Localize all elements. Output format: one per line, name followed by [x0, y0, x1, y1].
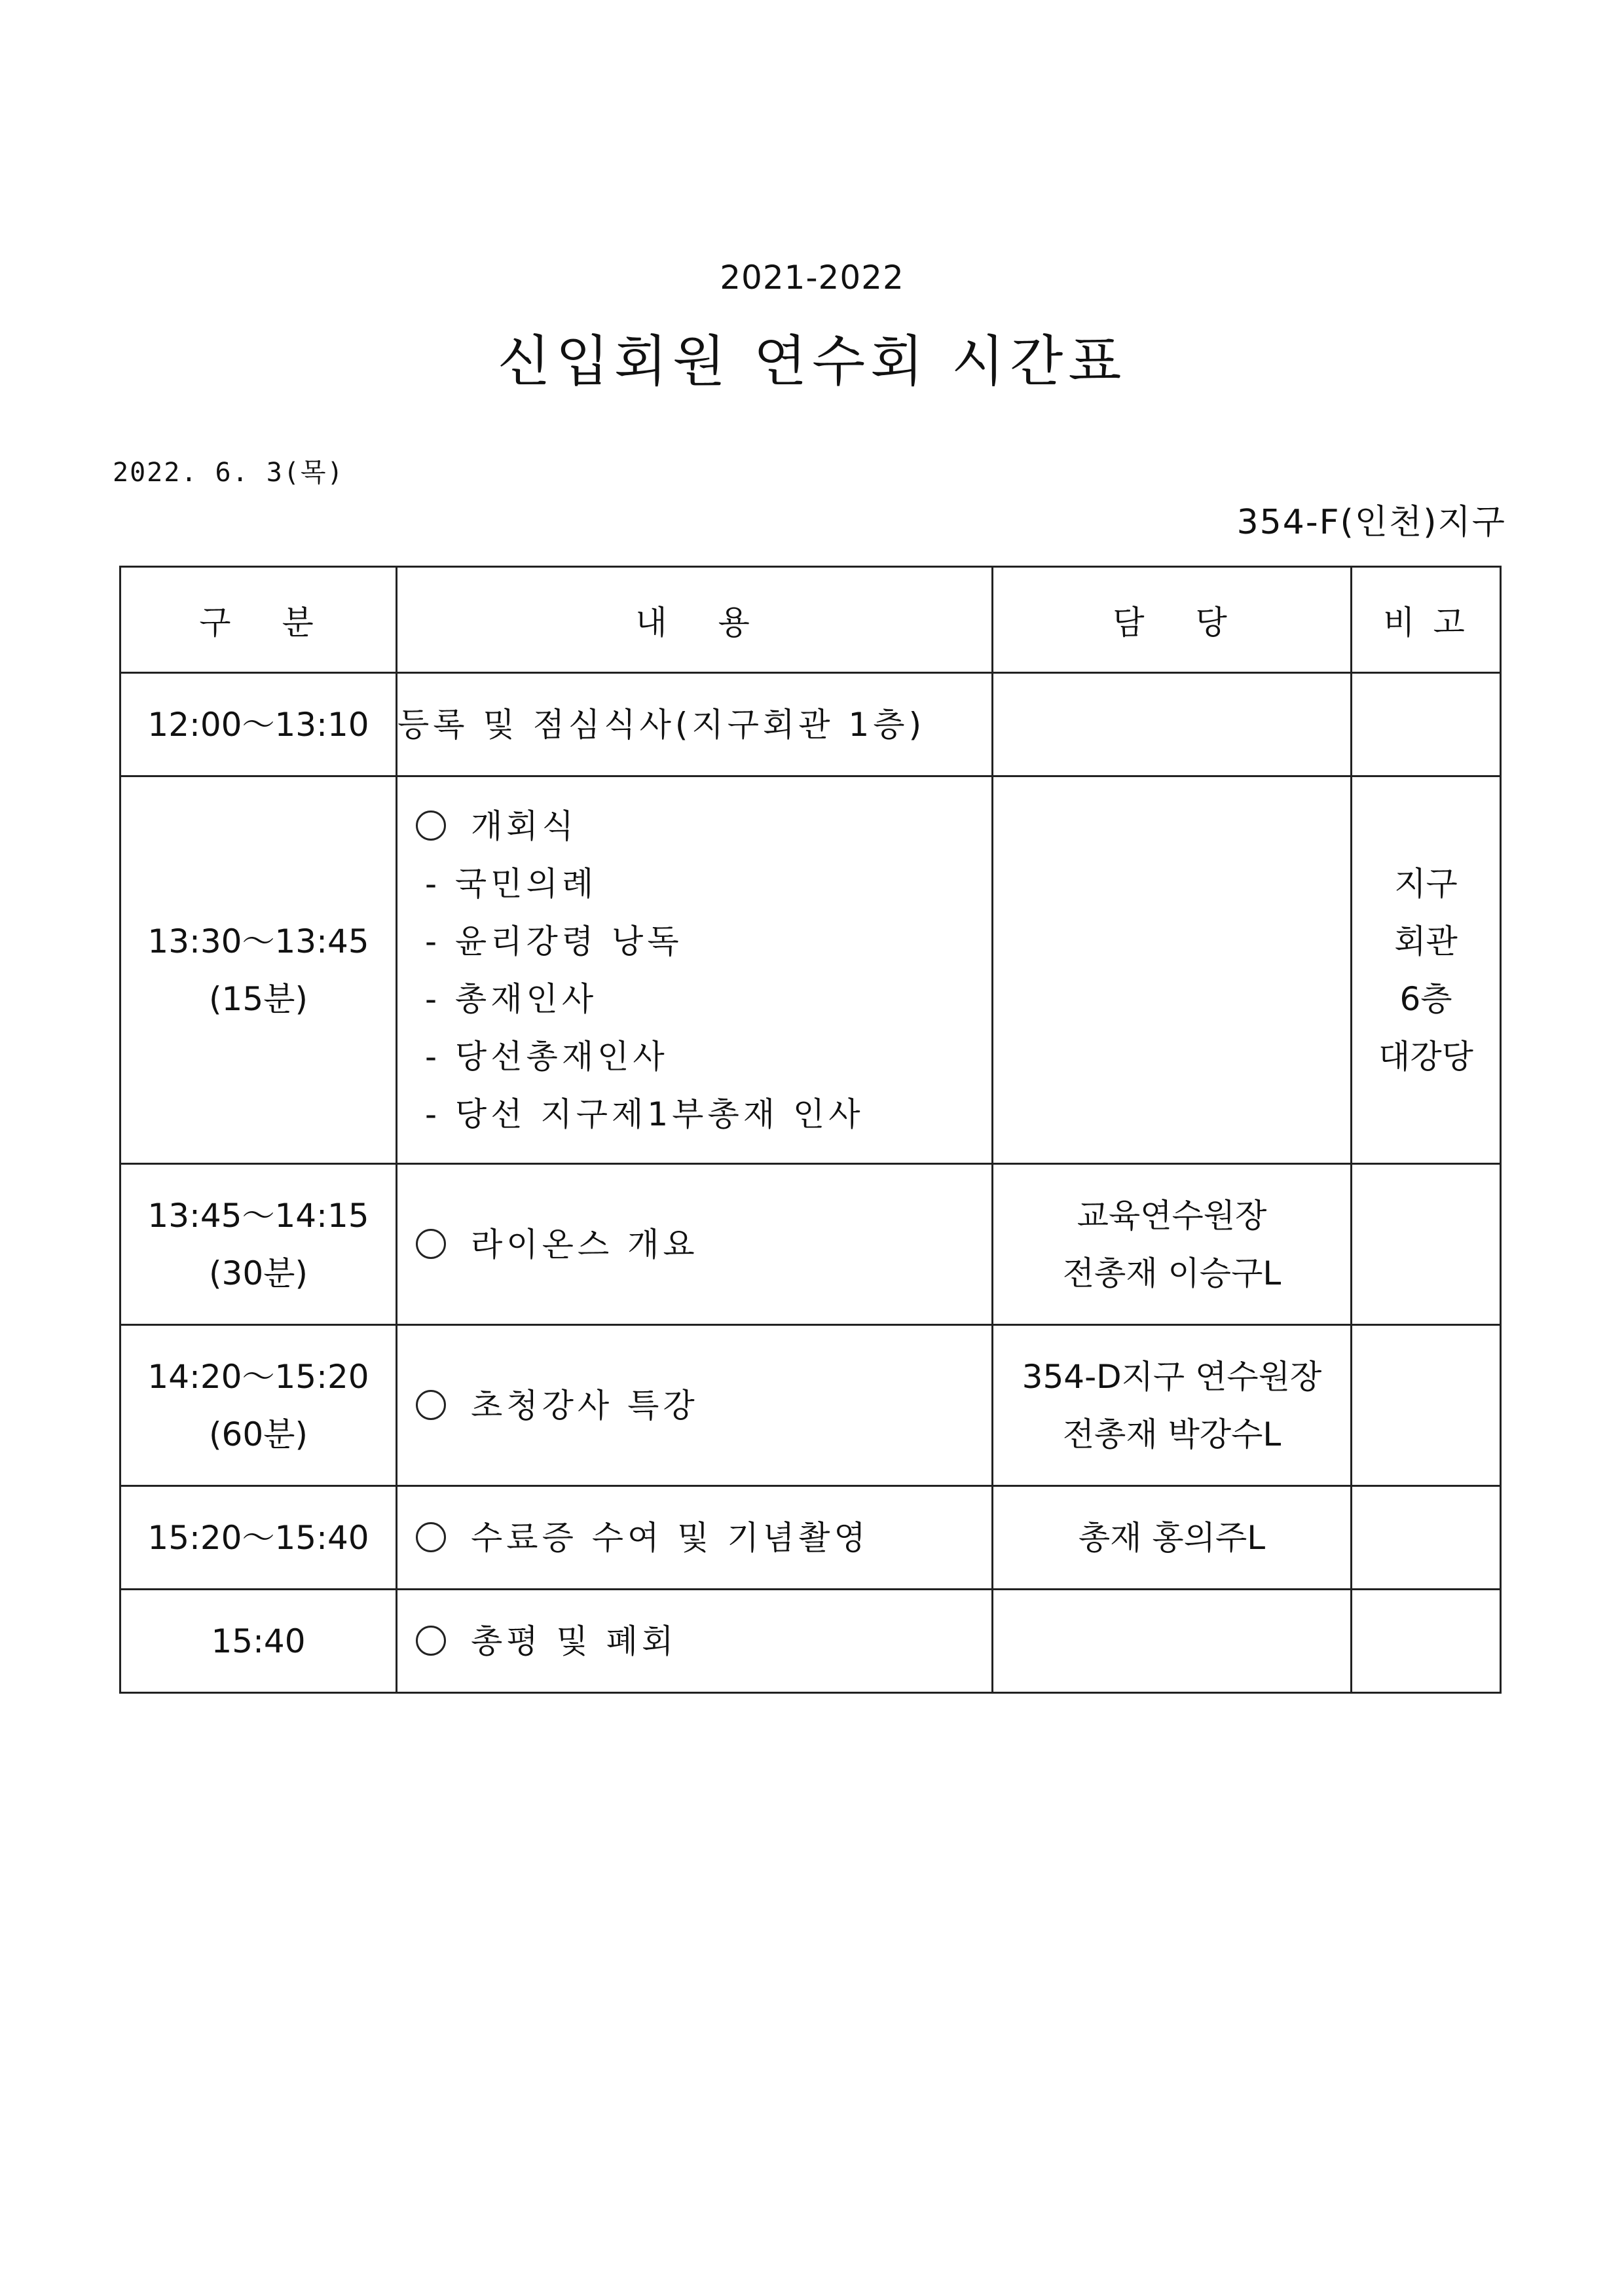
time-cell	[120, 673, 397, 776]
responsible-line: 교육연수원장	[1077, 1196, 1267, 1235]
content-subitem: - 국민의례	[425, 864, 598, 903]
note-line: 회관	[1394, 922, 1458, 960]
content-lead: 총평 및 폐회	[471, 1622, 678, 1660]
duration: (60분)	[209, 1415, 308, 1453]
content-cell	[397, 776, 993, 1164]
time-range: 13:45～14:15	[147, 1196, 369, 1235]
responsible-cell	[993, 776, 1352, 1164]
column-header-category: 구 분	[120, 567, 397, 673]
content-cell	[397, 1164, 993, 1325]
content-subitem: - 윤리강령 낭독	[425, 922, 683, 960]
column-header-content: 내 용	[397, 567, 993, 673]
time-range: 15:20～15:40	[147, 1518, 369, 1557]
time-cell	[120, 1486, 397, 1590]
column-header-note: 비 고	[1352, 567, 1501, 673]
time-range: 12:00～13:10	[147, 705, 369, 744]
table-header-row	[120, 567, 1501, 673]
document-year: 2021-2022	[720, 259, 904, 297]
table-row	[120, 1486, 1501, 1590]
responsible-cell	[993, 673, 1352, 776]
note-cell	[1352, 1325, 1501, 1486]
table-row	[120, 776, 1501, 1164]
responsible-line: 전총재 이승구L	[1062, 1254, 1282, 1292]
content-item	[397, 1216, 991, 1273]
responsible-line: 354-D지구 연수원장	[1022, 1357, 1322, 1396]
time-range: 15:40	[211, 1622, 306, 1660]
responsible-line: 전총재 박강수L	[1062, 1415, 1282, 1453]
content-lead: 초청강사 특강	[471, 1386, 699, 1425]
document-title: 신입회원 연수회 시간표	[497, 329, 1127, 393]
content-cell	[397, 1325, 993, 1486]
content-lead: 라이온스 개요	[471, 1225, 699, 1264]
table-row	[120, 1325, 1501, 1486]
circle-bullet-icon	[416, 1229, 446, 1259]
note-cell	[1352, 776, 1501, 1164]
content-subitem: - 당선총재인사	[425, 1037, 669, 1076]
note-line: 지구	[1394, 864, 1458, 903]
content-item	[397, 1613, 991, 1670]
content-item	[397, 1377, 991, 1434]
column-header-responsible: 담 당	[993, 567, 1352, 673]
content-item	[397, 797, 991, 855]
time-cell	[120, 1164, 397, 1325]
responsible-cell	[993, 1590, 1352, 1693]
content-line: 등록 및 점심식사(지구회관 1층)	[397, 705, 926, 744]
document-date: 2022. 6. 3(목)	[113, 458, 344, 488]
content-subitem: - 당선 지구제1부총재 인사	[425, 1095, 864, 1133]
duration: (30분)	[209, 1254, 308, 1292]
responsible-line: 총재 홍의주L	[1078, 1518, 1266, 1557]
circle-bullet-icon	[416, 811, 446, 841]
responsible-cell	[993, 1325, 1352, 1486]
content-subitem: - 총재인사	[425, 979, 598, 1018]
time-cell	[120, 776, 397, 1164]
time-range: 13:30～13:45	[147, 922, 369, 960]
table-row	[120, 1590, 1501, 1693]
duration: (15분)	[209, 979, 308, 1018]
content-cell	[397, 1486, 993, 1590]
time-cell	[120, 1325, 397, 1486]
content-lead: 수료증 수여 및 기념촬영	[471, 1518, 870, 1557]
content-lead: 개회식	[471, 807, 578, 845]
note-line: 대강당	[1378, 1037, 1473, 1076]
district-name: 354-F(인천)지구	[1236, 503, 1506, 542]
note-cell	[1352, 1590, 1501, 1693]
schedule-table	[119, 566, 1502, 1694]
table-row	[120, 673, 1501, 776]
note-cell	[1352, 1486, 1501, 1590]
time-range: 14:20～15:20	[147, 1357, 369, 1396]
table-row	[120, 1164, 1501, 1325]
circle-bullet-icon	[416, 1522, 446, 1552]
content-cell	[397, 673, 993, 776]
content-cell	[397, 1590, 993, 1693]
responsible-cell	[993, 1164, 1352, 1325]
time-cell	[120, 1590, 397, 1693]
responsible-cell	[993, 1486, 1352, 1590]
note-cell	[1352, 1164, 1501, 1325]
note-cell	[1352, 673, 1501, 776]
circle-bullet-icon	[416, 1626, 446, 1656]
circle-bullet-icon	[416, 1390, 446, 1420]
content-item	[397, 1509, 991, 1567]
note-line: 6층	[1399, 979, 1452, 1018]
